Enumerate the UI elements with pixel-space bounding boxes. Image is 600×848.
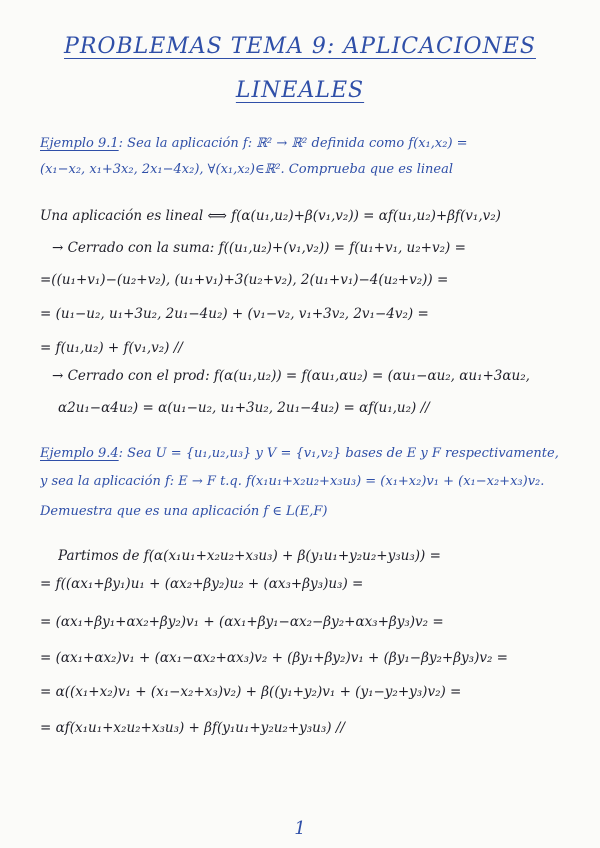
solution2-line-3: = (αx₁+βy₁+αx₂+βy₂)v₁ + (αx₁+βy₁−αx₂−βy₂+αx₃+βy₃)v₂ = <box>40 614 444 630</box>
solution1-line-6: → Cerrado con el prod: f(α(u₁,u₂)) = f(αu₁,αu₂) = (αu₁−αu₂, αu₁+3αu₂, <box>52 368 530 384</box>
example1-statement-text-1: : Sea la aplicación f: ℝ² → ℝ² definida como f(x₁,x₂) = <box>118 136 468 151</box>
solution1-line-1: Una aplicación es lineal ⟺ f(α(u₁,u₂)+β(v₁,v₂)) = αf(u₁,u₂)+βf(v₁,v₂) <box>40 208 501 224</box>
page-number: 1 <box>294 818 306 839</box>
example1-statement-line-1 <box>40 136 585 151</box>
solution1-line-5: = f(u₁,u₂) + f(v₁,v₂) // <box>40 340 183 356</box>
solution2-line-5: = α((x₁+x₂)v₁ + (x₁−x₂+x₃)v₂) + β((y₁+y₂)v₁ + (y₁−y₂+y₃)v₂) = <box>40 684 462 700</box>
example2-statement-line-1 <box>40 446 585 461</box>
example2-statement-line-3: Demuestra que es una aplicación f ∈ L(E,F) <box>40 504 328 519</box>
solution2-line-6: = αf(x₁u₁+x₂u₂+x₃u₃) + βf(y₁u₁+y₂u₂+y₃u₃) // <box>40 720 345 736</box>
solution2-line-2: = f((αx₁+βy₁)u₁ + (αx₂+βy₂)u₂ + (αx₃+βy₃)u₃) = <box>40 576 364 592</box>
page-title-line-1: PROBLEMAS TEMA 9: APLICACIONES <box>64 34 536 59</box>
example1-statement-line-2: (x₁−x₂, x₁+3x₂, 2x₁−4x₂), ∀(x₁,x₂)∈ℝ². Comprueba que es lineal <box>40 162 454 177</box>
solution1-line-4: = (u₁−u₂, u₁+3u₂, 2u₁−4u₂) + (v₁−v₂, v₁+3v₂, 2v₁−4v₂) = <box>40 306 429 322</box>
solution2-line-4: = (αx₁+αx₂)v₁ + (αx₁−αx₂+αx₃)v₂ + (βy₁+βy₂)v₁ + (βy₁−βy₂+βy₃)v₂ = <box>40 650 508 666</box>
page-title-line-2: LINEALES <box>235 78 365 103</box>
solution1-line-2: → Cerrado con la suma: f((u₁,u₂)+(v₁,v₂)) = f(u₁+v₁, u₂+v₂) = <box>52 240 466 256</box>
solution2-line-1: Partimos de f(α(x₁u₁+x₂u₂+x₃u₃) + β(y₁u₁+y₂u₂+y₃u₃)) = <box>58 548 441 564</box>
example2-label: Ejemplo 9.4 <box>40 446 119 461</box>
solution1-line-3: =((u₁+v₁)−(u₂+v₂), (u₁+v₁)+3(u₂+v₂), 2(u₁+v₁)−4(u₂+v₂)) = <box>40 272 449 288</box>
example2-statement-line-2: y sea la aplicación f: E → F t.q. f(x₁u₁+x₂u₂+x₃u₃) = (x₁+x₂)v₁ + (x₁−x₂+x₃)v₂. <box>40 474 545 489</box>
solution1-line-7: α2u₁−α4u₂) = α(u₁−u₂, u₁+3u₂, 2u₁−4u₂) = αf(u₁,u₂) // <box>58 400 430 416</box>
example2-statement-text-1: : Sea U = {u₁,u₂,u₃} y V = {v₁,v₂} bases de E y F respectivamente, <box>118 446 559 461</box>
example1-label: Ejemplo 9.1 <box>40 136 119 151</box>
